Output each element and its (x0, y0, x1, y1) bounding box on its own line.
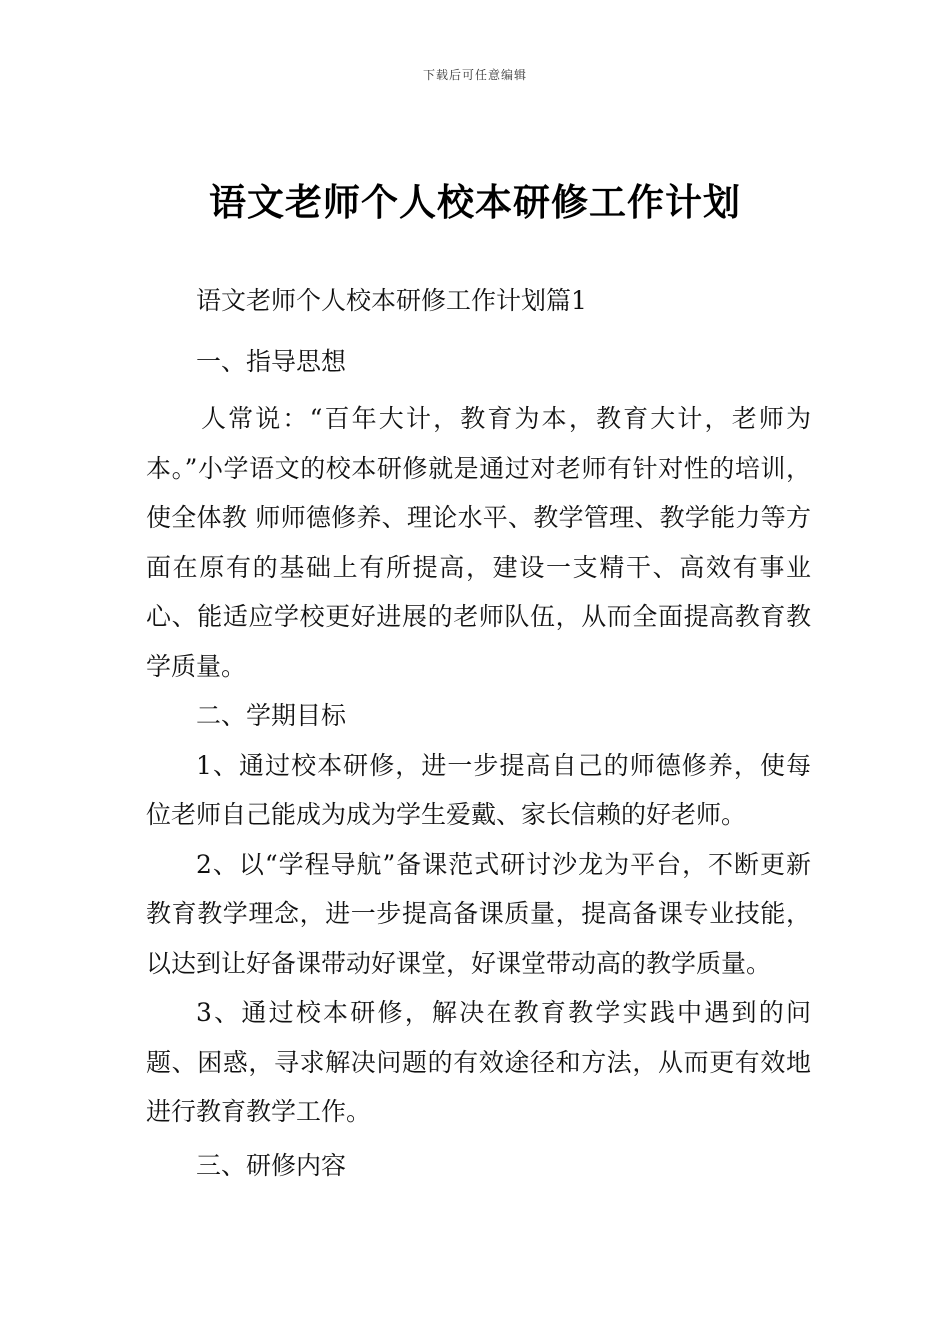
page-header-note: 下载后可任意编辑 (422, 68, 527, 82)
paragraph-goal-1: 1、通过校本研修，进一步提高自己的师德修养，使每位老师自己能成为成为学生爱戴、家长信赖的好老师。 (146, 750, 811, 829)
document-body (146, 276, 811, 1190)
paragraph-guiding-ideology: 人常说：“百年大计，教育为本，教育大计，老师为本。”小学语文的校本研修就是通过对老师有针对性的培训，使全体教 师师德修养、理论水平、教学管理、教学能力等方面在原有的基础上有所提高，建设一支精干、高效有事业心、能适应学校更好进展的老师队伍，从而全面提高教育教学质量。 (146, 404, 811, 681)
document-title: 语文老师个人校本研修工作计划 (209, 180, 741, 224)
heading-guiding-ideology: 一、指导思想 (196, 346, 347, 376)
paragraph-goal-3: 3、通过校本研修，解决在教育教学实践中遇到的问题、困惑，寻求解决问题的有效途径和方法，从而更有效地进行教育教学工作。 (146, 998, 811, 1126)
section-subtitle: 语文老师个人校本研修工作计划篇1 (196, 286, 587, 315)
heading-semester-goals: 二、学期目标 (196, 701, 347, 730)
paragraph-goal-2: 2、以“学程导航”备课范式研讨沙龙为平台，不断更新教育教学理念，进一步提高备课质量，提高备课专业技能，以达到让好备课带动好课堂，好课堂带动高的教学质量。 (146, 849, 811, 978)
heading-study-content: 三、研修内容 (196, 1150, 347, 1180)
